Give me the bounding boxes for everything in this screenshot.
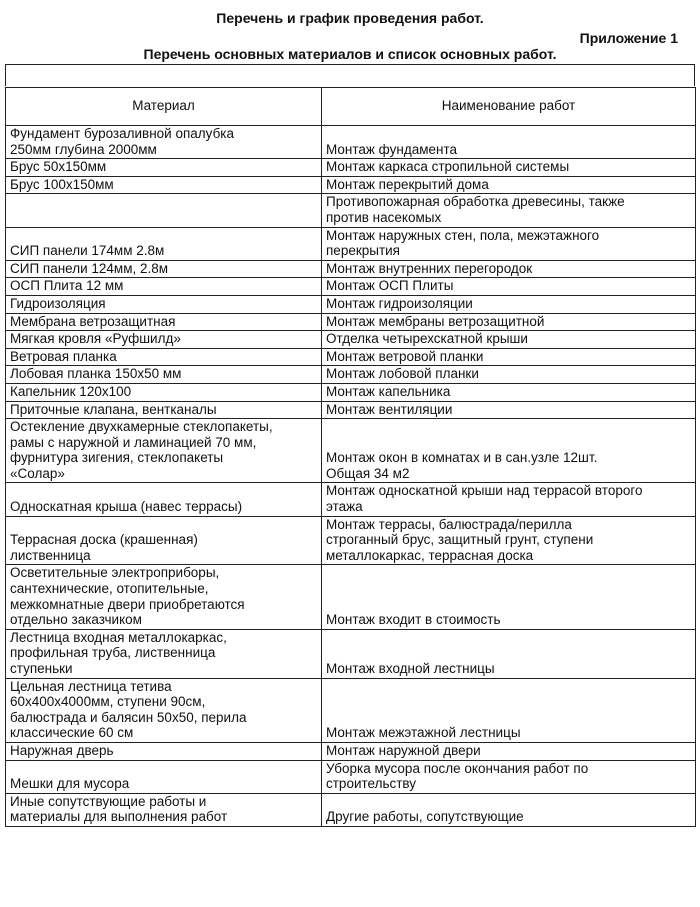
work-cell: Монтаж ветровой планки <box>322 348 696 366</box>
table-row <box>6 126 696 159</box>
document-subtitle: Перечень основных материалов и список основных работ. <box>143 46 557 62</box>
material-cell: Односкатная крыша (навес террасы) <box>6 483 322 516</box>
table-row <box>6 483 696 516</box>
work-cell: Монтаж входной лестницы <box>322 629 696 678</box>
material-cell: Фундамент бурозаливной опалубка 250мм глубина 2000мм <box>6 126 322 159</box>
work-cell: Монтаж лобовой планки <box>322 366 696 384</box>
appendix-label: Приложение 1 <box>579 30 678 46</box>
material-cell: Брус 50х150мм <box>6 159 322 177</box>
material-cell: Гидроизоляция <box>6 295 322 313</box>
material-cell: Лобовая планка 150х50 мм <box>6 366 322 384</box>
material-cell: Лестница входная металлокаркас, профильная труба, лиственница ступеньки <box>6 629 322 678</box>
material-cell: Брус 100х150мм <box>6 176 322 194</box>
work-cell: Монтаж гидроизоляции <box>322 295 696 313</box>
material-cell: Приточные клапана, вентканалы <box>6 401 322 419</box>
table-row <box>6 401 696 419</box>
column-header-work: Наименование работ <box>322 88 696 126</box>
material-cell: Мешки для мусора <box>6 760 322 793</box>
material-cell: Остекление двухкамерные стеклопакеты, рамы с наружной и ламинацией 70 мм, фурнитура зигения, стеклопакеты «Солар» <box>6 419 322 483</box>
work-cell: Монтаж каркаса стропильной системы <box>322 159 696 177</box>
work-cell: Монтаж фундамента <box>322 126 696 159</box>
work-cell: Монтаж капельника <box>322 383 696 401</box>
material-cell: Ветровая планка <box>6 348 322 366</box>
work-cell: Противопожарная обработка древесины, также против насекомых <box>322 194 696 227</box>
table-row <box>6 383 696 401</box>
table-row <box>6 313 696 331</box>
material-cell: Осветительные электроприборы, сантехнические, отопительные, межкомнатные двери приобретаются отдельно заказчиком <box>6 565 322 629</box>
table-header-row <box>6 88 696 126</box>
material-cell: Цельная лестница тетива 60х400х4000мм, ступени 90см, балюстрада и балясин 50х50, перила классические 60 см <box>6 678 322 742</box>
work-cell: Монтаж мембраны ветрозащитной <box>322 313 696 331</box>
work-cell: Монтаж ОСП Плиты <box>322 278 696 296</box>
work-cell: Отделка четырехскатной крыши <box>322 331 696 349</box>
material-cell: ОСП Плита 12 мм <box>6 278 322 296</box>
material-cell: Иные сопутствующие работы и материалы для выполнения работ <box>6 793 322 826</box>
material-cell: СИП панели 124мм, 2.8м <box>6 260 322 278</box>
material-cell <box>6 194 322 227</box>
material-cell: СИП панели 174мм 2.8м <box>6 227 322 260</box>
table-row <box>6 331 696 349</box>
table-row <box>6 565 696 629</box>
work-cell: Уборка мусора после окончания работ по строительству <box>322 760 696 793</box>
table-row <box>6 760 696 793</box>
table-row <box>6 295 696 313</box>
material-cell: Капельник 120х100 <box>6 383 322 401</box>
work-cell: Монтаж перекрытий дома <box>322 176 696 194</box>
table-row <box>6 629 696 678</box>
table-row <box>6 159 696 177</box>
work-cell: Монтаж террасы, балюстрада/перилла строганный брус, защитный грунт, ступени металлокаркас, террасная доска <box>322 516 696 565</box>
table-row <box>6 176 696 194</box>
table-row <box>6 227 696 260</box>
table-row <box>6 678 696 742</box>
work-cell: Монтаж межэтажной лестницы <box>322 678 696 742</box>
work-cell: Монтаж односкатной крыши над террасой второго этажа <box>322 483 696 516</box>
table-top-spacer <box>5 64 695 86</box>
table-row <box>6 516 696 565</box>
work-cell: Монтаж наружных стен, пола, межэтажного перекрытия <box>322 227 696 260</box>
table-row <box>6 419 696 483</box>
table-row <box>6 348 696 366</box>
work-cell: Монтаж наружной двери <box>322 742 696 760</box>
material-cell: Наружная дверь <box>6 742 322 760</box>
work-cell: Монтаж входит в стоимость <box>322 565 696 629</box>
document-title: Перечень и график проведения работ. <box>216 10 484 26</box>
material-cell: Мембрана ветрозащитная <box>6 313 322 331</box>
material-cell: Террасная доска (крашенная) лиственница <box>6 516 322 565</box>
work-cell: Монтаж окон в комнатах и в сан.узле 12шт. Общая 34 м2 <box>322 419 696 483</box>
material-cell: Мягкая кровля «Руфшилд» <box>6 331 322 349</box>
table-row <box>6 278 696 296</box>
work-cell: Монтаж вентиляции <box>322 401 696 419</box>
table-row <box>6 742 696 760</box>
column-header-material: Материал <box>6 88 322 126</box>
work-cell: Другие работы, сопутствующие <box>322 793 696 826</box>
table-row <box>6 793 696 826</box>
materials-works-table <box>5 87 696 827</box>
table-row <box>6 366 696 384</box>
table-row <box>6 260 696 278</box>
table-row <box>6 194 696 227</box>
work-cell: Монтаж внутренних перегородок <box>322 260 696 278</box>
